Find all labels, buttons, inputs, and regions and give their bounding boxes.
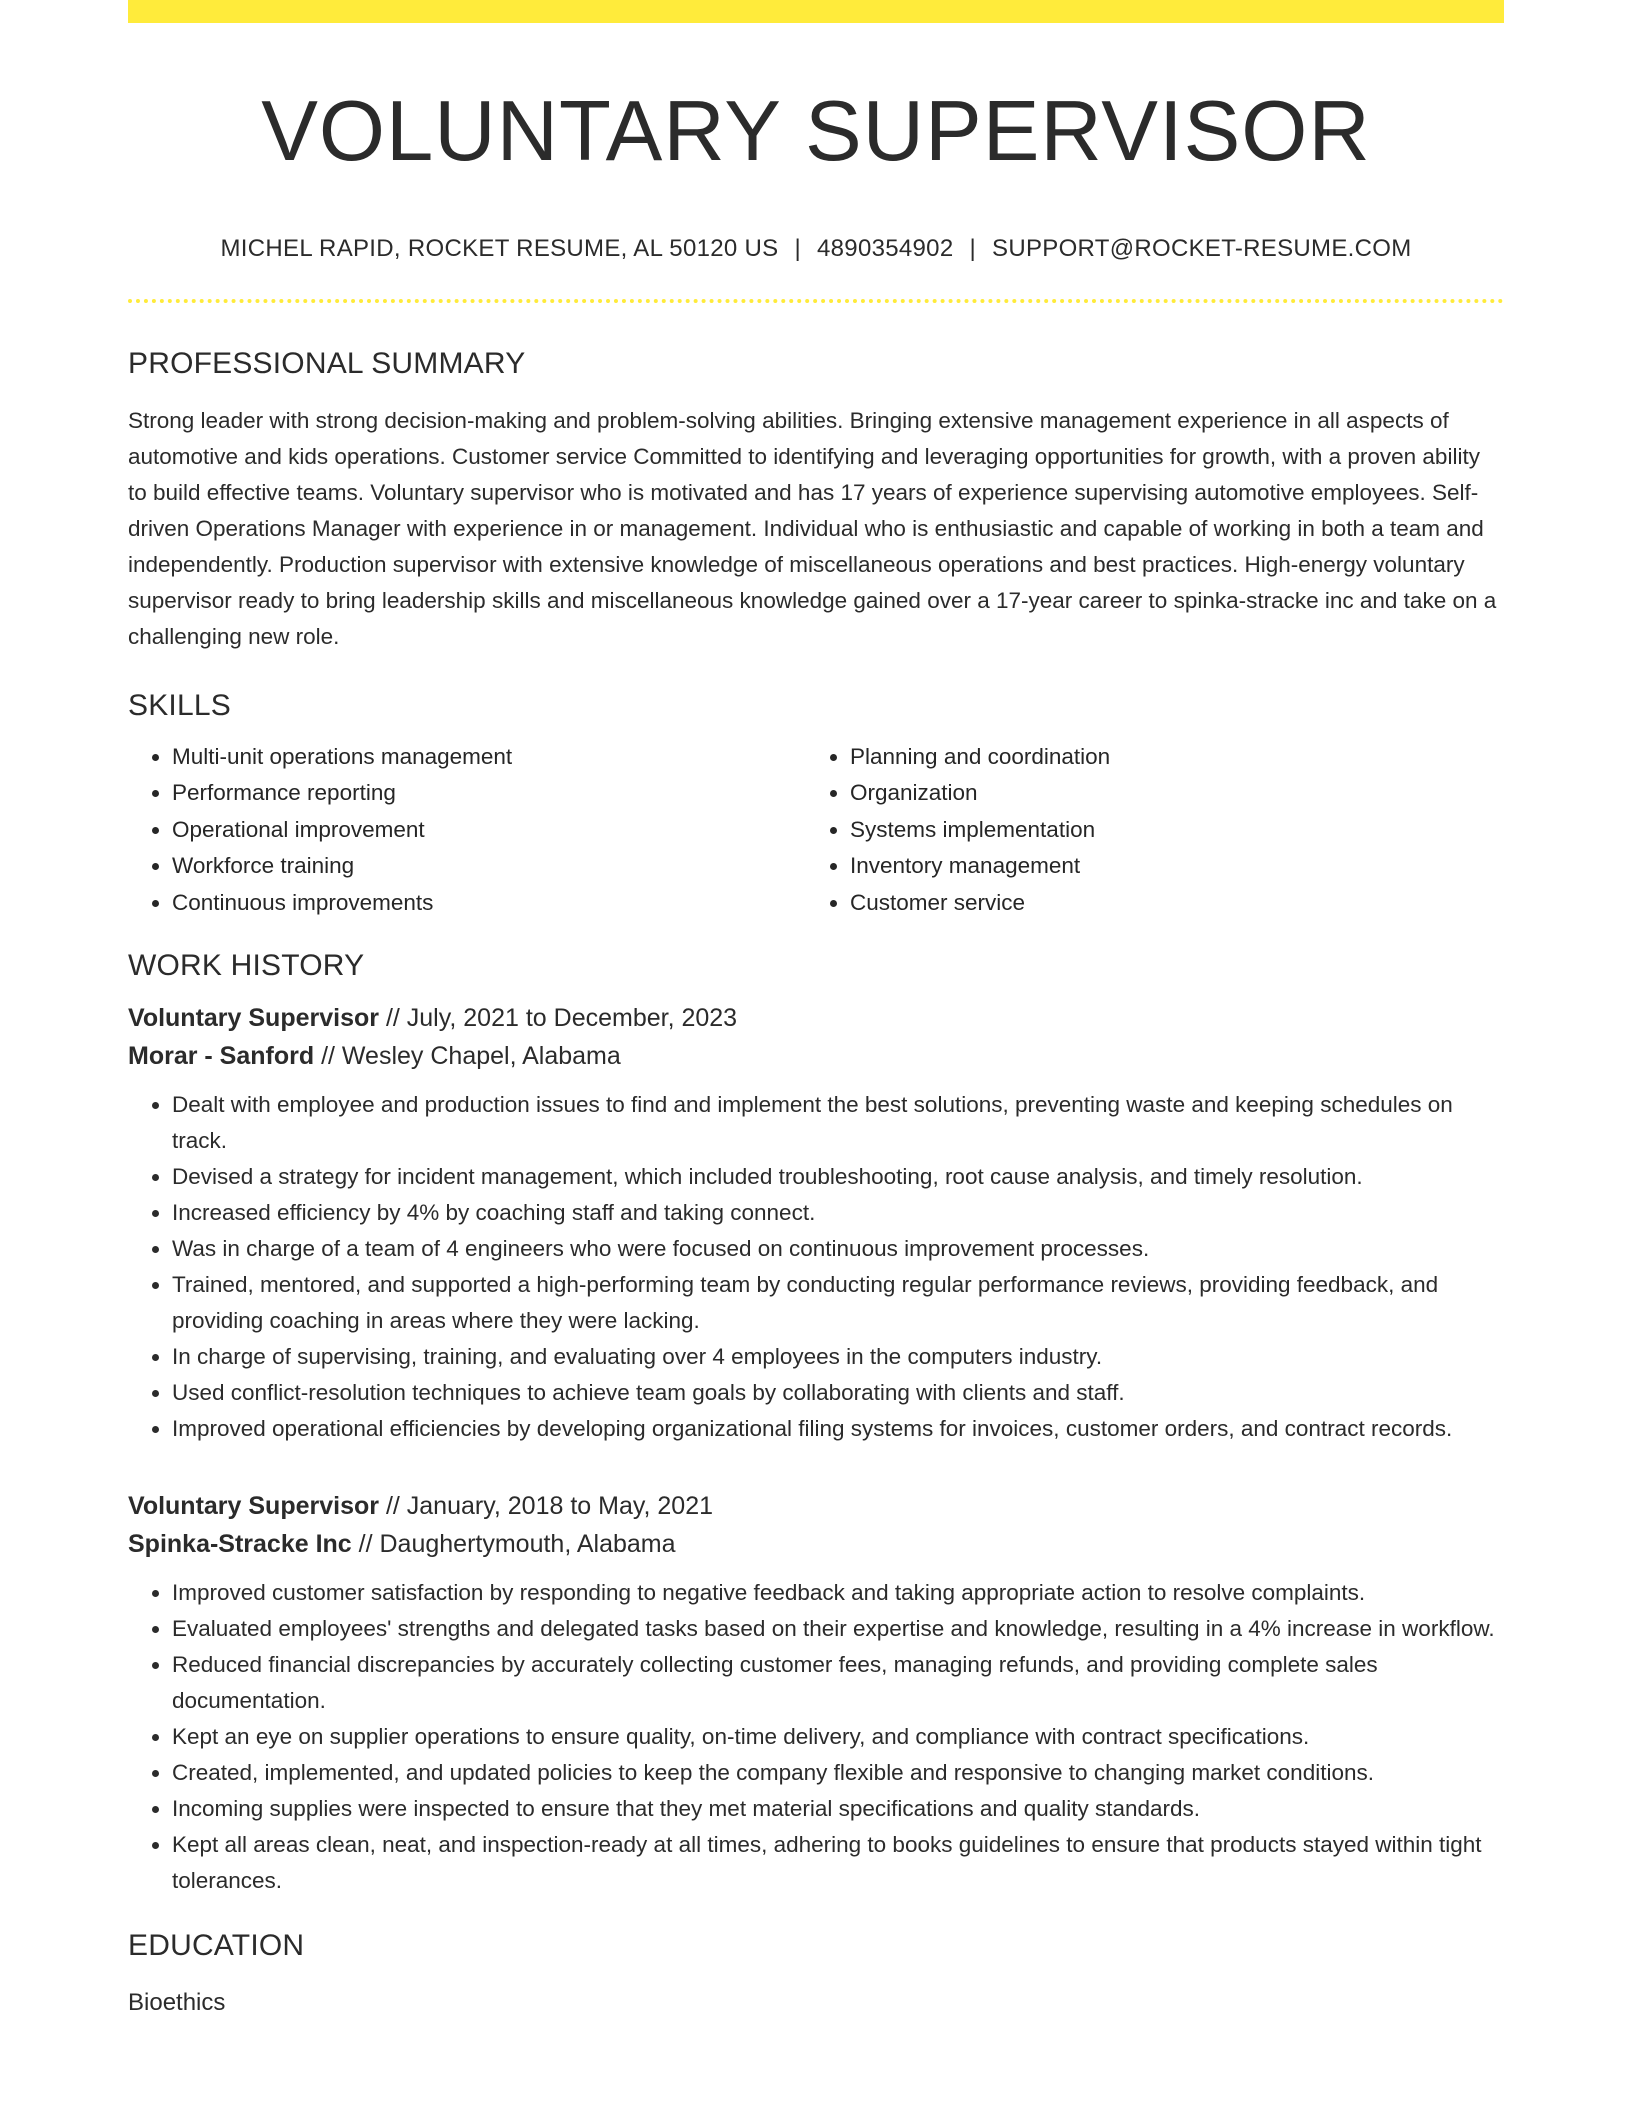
skills-column-right bbox=[806, 739, 1484, 922]
job-bullet: • Created, implemented, and updated policies to keep the company flexible and responsive to changing market conditions. bbox=[172, 1755, 1504, 1791]
skill-item: • Systems implementation bbox=[850, 812, 1484, 849]
contact-line bbox=[128, 235, 1504, 263]
section-title-work-history: WORK HISTORY bbox=[128, 949, 365, 982]
skill-item: • Performance reporting bbox=[172, 775, 806, 812]
job-dates: // July, 2021 to December, 2023 bbox=[379, 1004, 738, 1032]
contact-separator: | bbox=[794, 234, 801, 262]
contact-separator: | bbox=[969, 234, 977, 262]
job-bullet-list bbox=[128, 1087, 1504, 1447]
skill-item: • Workforce training bbox=[172, 848, 806, 885]
job-bullet-list bbox=[128, 1575, 1504, 1899]
skill-item: • Multi-unit operations management bbox=[172, 739, 806, 776]
section-title-summary: PROFESSIONAL SUMMARY bbox=[128, 346, 526, 380]
job-company-line bbox=[128, 1525, 1504, 1563]
job-bullet: • Incoming supplies were inspected to ensure that they met material specifications and quality standards. bbox=[172, 1791, 1504, 1827]
job-role: Voluntary Supervisor bbox=[128, 1004, 379, 1032]
job-bullet: • Devised a strategy for incident management, which included troubleshooting, root cause analysis, and timely resolution. bbox=[172, 1159, 1504, 1195]
job-role-line bbox=[128, 999, 1504, 1037]
job-role-line bbox=[128, 1487, 1504, 1525]
job-bullet: • Kept an eye on supplier operations to ensure quality, on-time delivery, and compliance with contract specifications. bbox=[172, 1719, 1504, 1755]
job-company: Spinka-Stracke Inc bbox=[128, 1530, 352, 1558]
section-title-skills: SKILLS bbox=[128, 688, 231, 722]
accent-top-bar bbox=[128, 0, 1504, 23]
job-dates: // January, 2018 to May, 2021 bbox=[379, 1492, 713, 1520]
education-entry: Bioethics bbox=[128, 1989, 226, 2016]
skill-item: • Organization bbox=[850, 775, 1484, 812]
resume-title: VOLUNTARY SUPERVISOR bbox=[261, 84, 1371, 179]
contact-email: SUPPORT@ROCKET-RESUME.COM bbox=[992, 234, 1412, 262]
skill-item: • Customer service bbox=[850, 885, 1484, 922]
job-bullet: • Dealt with employee and production issues to find and implement the best solutions, preventing waste and keeping schedules on track. bbox=[172, 1087, 1504, 1159]
job-bullet: • In charge of supervising, training, and evaluating over 4 employees in the computers industry. bbox=[172, 1339, 1504, 1375]
job-company: Morar - Sanford bbox=[128, 1042, 315, 1070]
skill-item: • Continuous improvements bbox=[172, 885, 806, 922]
job-bullet: • Trained, mentored, and supported a high-performing team by conducting regular performance reviews, providing feedback, and providing coaching in areas where they were lacking. bbox=[172, 1267, 1504, 1339]
dotted-divider bbox=[128, 299, 1504, 303]
job-bullet: • Evaluated employees' strengths and delegated tasks based on their expertise and knowledge, resulting in a 4% increase in workflow. bbox=[172, 1611, 1504, 1647]
skill-item: • Inventory management bbox=[850, 848, 1484, 885]
skill-item: • Operational improvement bbox=[172, 812, 806, 849]
job-location: // Wesley Chapel, Alabama bbox=[314, 1042, 621, 1070]
job-bullet: • Increased efficiency by 4% by coaching staff and taking connect. bbox=[172, 1195, 1504, 1231]
contact-phone: 4890354902 bbox=[817, 234, 954, 262]
skills-column-left bbox=[128, 739, 806, 922]
section-title-education: EDUCATION bbox=[128, 1929, 305, 1962]
job-company-line bbox=[128, 1037, 1504, 1075]
job-bullet: • Used conflict-resolution techniques to achieve team goals by collaborating with clients and staff. bbox=[172, 1375, 1504, 1411]
contact-address: MICHEL RAPID, ROCKET RESUME, AL 50120 US bbox=[220, 234, 779, 262]
skill-item: • Planning and coordination bbox=[850, 739, 1484, 776]
job-entry bbox=[128, 1487, 1504, 1899]
job-location: // Daughertymouth, Alabama bbox=[351, 1530, 676, 1558]
job-bullet: • Improved operational efficiencies by developing organizational filing systems for invoices, customer orders, and contract records. bbox=[172, 1411, 1504, 1447]
job-entry bbox=[128, 999, 1504, 1447]
job-bullet: • Improved customer satisfaction by responding to negative feedback and taking appropriate action to resolve complaints. bbox=[172, 1575, 1504, 1611]
skills-list bbox=[128, 739, 1504, 922]
summary-text: Strong leader with strong decision-making and problem-solving abilities. Bringing extensive management experience in all aspects of automotive and kids operations. Customer service Committed to identifying and leveraging opportunities for growth, with a proven ability to build effective teams. Voluntary supervisor who is motivated and has 17 years of experience supervising automotive employees. Self-driven Operations Manager with experience in or management. Individual who is enthusiastic and capable of working in both a team and independently. Production supervisor with extensive knowledge of miscellaneous operations and best practices. High-energy voluntary supervisor ready to bring leadership skills and miscellaneous knowledge gained over a 17-year career to spinka-stracke inc and take on a challenging new role. bbox=[128, 407, 1497, 649]
job-role: Voluntary Supervisor bbox=[128, 1492, 379, 1520]
job-bullet: • Kept all areas clean, neat, and inspection-ready at all times, adhering to books guidelines to ensure that products stayed within tight tolerances. bbox=[172, 1827, 1504, 1899]
job-bullet: • Was in charge of a team of 4 engineers who were focused on continuous improvement processes. bbox=[172, 1231, 1504, 1267]
resume-page bbox=[128, 0, 1504, 2021]
job-bullet: • Reduced financial discrepancies by accurately collecting customer fees, managing refunds, and providing complete sales documentation. bbox=[172, 1647, 1504, 1719]
